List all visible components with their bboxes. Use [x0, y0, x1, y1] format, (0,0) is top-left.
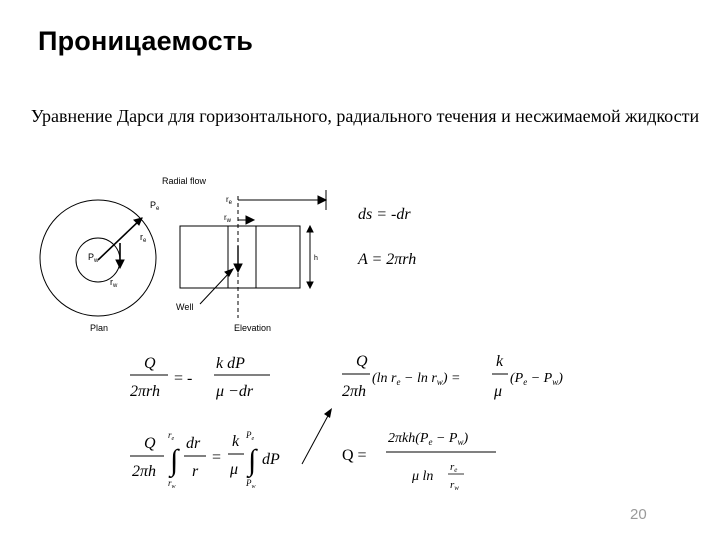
darcy-derivation-formulas	[120, 340, 600, 510]
well-pointer-arrow	[225, 269, 233, 276]
svg-text:2πh: 2πh	[132, 463, 157, 480]
svg-text:rw: $r_w$	[168, 478, 176, 490]
h-dim-arrow-bottom	[307, 282, 313, 288]
radial-flow-label: Radial flow	[162, 176, 207, 186]
pe-label: $P_e$	[150, 200, 160, 212]
svg-text:∫: ∫	[170, 444, 179, 477]
formula-2	[342, 353, 563, 400]
svg-text:k: k	[232, 433, 240, 450]
rw-label: $r_w$	[110, 277, 118, 289]
rw-dim-arrow	[246, 216, 254, 224]
flow-arrowhead	[234, 264, 242, 272]
eq-area: A = 2πrh	[358, 251, 417, 268]
svg-text:∫: ∫	[248, 444, 257, 477]
eq-ds: ds = -dr	[358, 206, 411, 223]
svg-text:μ: μ	[494, 383, 503, 400]
h-label: h	[314, 255, 318, 262]
well-label: Well	[176, 302, 194, 312]
h-dim-arrow-top	[307, 226, 313, 232]
svg-text:dr: dr	[186, 435, 201, 452]
svg-text:= -: = -	[174, 370, 193, 387]
svg-text:k dP: k dP	[216, 355, 245, 372]
svg-text:Pe: $P_e$	[246, 430, 255, 442]
svg-text:Q =: Q =	[342, 447, 367, 464]
svg-text:rw: rw	[450, 479, 459, 492]
pw-label: $P_w$	[88, 252, 99, 264]
svg-text:k: k	[496, 353, 504, 370]
svg-text:2πrh: 2πrh	[130, 383, 160, 400]
svg-text:Q: Q	[144, 355, 156, 372]
svg-text:2πh: 2πh	[342, 383, 367, 400]
radial-flow-diagram	[30, 168, 470, 340]
svg-text:μ ln: μ ln	[412, 469, 434, 484]
slide-subtitle: Уравнение Дарси для горизонтального, радиального течения и несжимаемой жидкости	[30, 106, 700, 126]
formula-4	[342, 431, 496, 492]
svg-text:Q: Q	[356, 353, 368, 370]
svg-text:(Pe − Pw): $(P_e - P_w)$	[510, 371, 563, 387]
reservoir-rect	[180, 226, 300, 288]
svg-text:Q: Q	[144, 435, 156, 452]
svg-text:Pw: $P_w$	[246, 478, 256, 490]
svg-text:re: $r_e$	[168, 430, 175, 442]
svg-text:=: =	[212, 449, 222, 466]
re-label: $r_e$	[140, 232, 147, 244]
svg-text:re: re	[450, 461, 458, 474]
elevation-re-label: $r_e$	[226, 195, 233, 206]
svg-text:dP: dP	[262, 451, 280, 468]
svg-text:r: r	[192, 463, 199, 480]
derivation-arrow	[302, 412, 330, 464]
re-dim-arrow	[318, 196, 326, 204]
rw-arrowhead	[116, 260, 124, 268]
elevation-rw-label: $r_w$	[224, 213, 232, 224]
svg-text:μ −dr: μ −dr	[216, 383, 254, 400]
plan-label: Plan	[90, 323, 109, 333]
formula-3	[130, 430, 280, 490]
elevation-view	[180, 190, 326, 318]
elevation-label: Elevation	[234, 323, 272, 333]
svg-text:2πkh(Pe − Pw): $2\pi kh(P_e - P_w)$	[388, 431, 469, 447]
svg-text:(ln re − ln rw) =: (ln $r_e - \ln r_w$) =	[372, 371, 461, 387]
page-number: 20	[630, 506, 647, 523]
svg-text:μ: μ	[230, 461, 239, 478]
derivation-arrowhead	[324, 408, 332, 418]
slide-title: Проницаемость	[38, 26, 254, 56]
formula-1	[130, 355, 270, 400]
